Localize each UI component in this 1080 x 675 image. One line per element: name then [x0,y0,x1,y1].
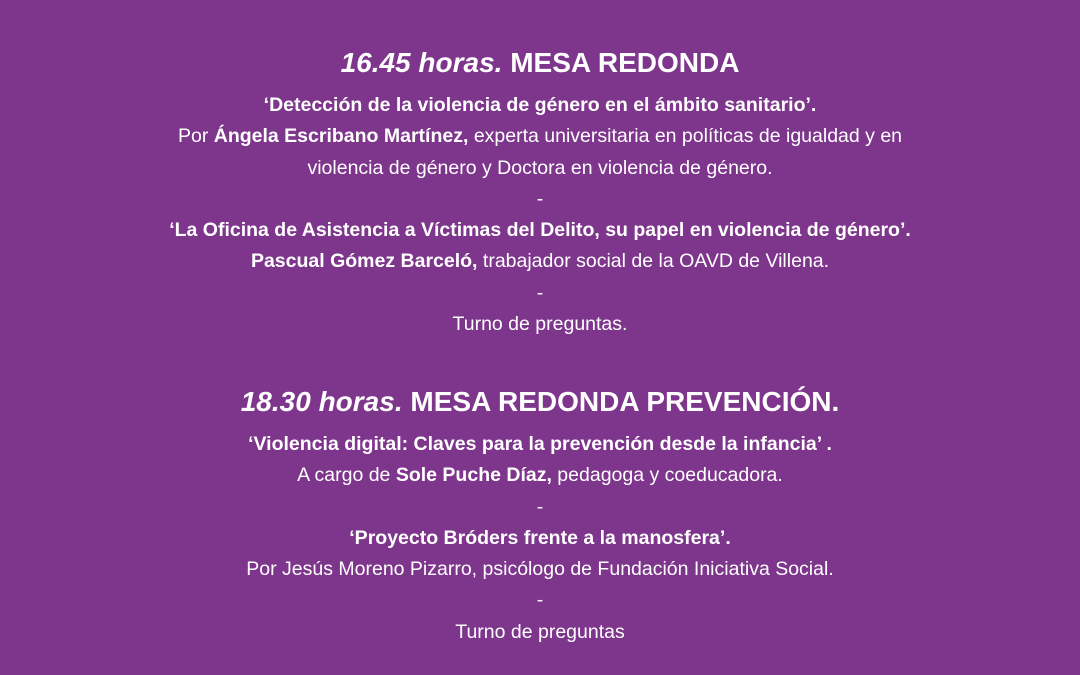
session-1-talk-2-speaker-line [0,246,1080,277]
session-1-talk-2-title: ‘La Oficina de Asistencia a Víctimas del Delito, su papel en violencia de género’. [169,219,911,242]
session-1-talk-1-desc-line-1: experta universitaria en políticas de igualdad y en [468,125,903,148]
session-1-talk-1-speaker: Ángela Escribano Martínez, [213,125,469,148]
session-1-title: MESA REDONDA [510,47,740,78]
session-1-talk-2-desc: trabajador social de la OAVD de Villena. [477,250,830,273]
session-2-talk-2-title: ‘Proyecto Bróders frente a la manosfera’. [349,526,731,549]
session-2-time: 18.30 horas. [240,386,403,417]
session-2-talk-2-desc: Por Jesús Moreno Pizarro, psicólogo de Fundación Iniciativa Social. [246,558,834,581]
session-2-talk-1-title: ‘Violencia digital: Claves para la prevención desde la infancia’ . [248,433,832,455]
session-2-title: MESA REDONDA PREVENCIÓN. [410,386,840,417]
session-1-talk-1-speaker-line [0,121,1080,152]
session-2-closing: Turno de preguntas [455,620,625,643]
session-2-separator-1: - [536,495,544,518]
session-1-talk-1-title: ‘Detección de la violencia de género en el ámbito sanitario’. [263,94,817,116]
session-2-talk-1-speaker-line [0,460,1080,491]
session-2-talk-1-speaker: Sole Puche Díaz, [395,464,552,487]
session-1-heading [0,44,1080,82]
session-1-talk-2-speaker: Pascual Gómez Barceló, [250,250,478,273]
session-1 [0,44,1080,340]
session-2 [0,383,1080,648]
session-2-heading [0,383,1080,421]
session-1-separator-2: - [536,281,544,304]
session-1-talk-1-desc-line-2: violencia de género y Doctora en violencia de género. [307,156,773,179]
session-1-talk-1-by-prefix: Por [177,125,214,148]
session-2-talk-1-desc: pedagoga y coeducadora. [551,464,783,487]
session-2-separator-2: - [536,589,544,612]
session-1-time: 16.45 horas. [340,47,503,78]
session-2-talk-1-by-prefix: A cargo de [297,464,396,487]
session-1-separator-1: - [536,187,544,210]
session-1-closing: Turno de preguntas. [452,313,628,336]
